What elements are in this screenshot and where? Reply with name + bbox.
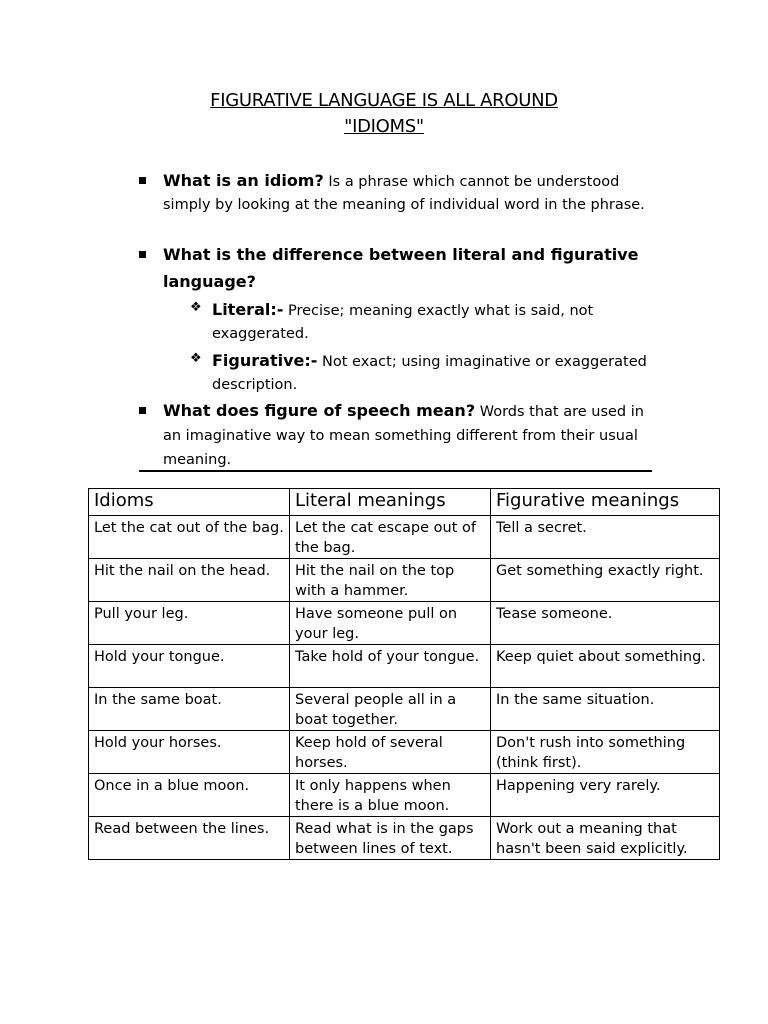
question-idiom: What is an idiom? — [163, 171, 324, 190]
cell-literal: Read what is in the gaps between lines of text. — [290, 817, 491, 860]
cell-figurative: Keep quiet about something. — [491, 645, 720, 688]
diamond-bullet-icon: ❖ — [190, 351, 202, 366]
cell-literal: Have someone pull on your leg. — [290, 602, 491, 645]
bullet-square-icon — [139, 177, 146, 184]
cell-figurative: Tell a secret. — [491, 516, 720, 559]
table-row — [89, 645, 720, 688]
question-difference-line1: What is the difference between literal and figurative — [163, 245, 639, 264]
figurative-term: Figurative:- — [212, 351, 318, 370]
literal-line1 — [212, 297, 593, 324]
cell-idiom: Hit the nail on the head. — [89, 559, 290, 602]
answer-speech-line2: an imaginative way to mean something different from their usual — [163, 428, 638, 444]
cell-literal: Several people all in a boat together. — [290, 688, 491, 731]
literal-line2: exaggerated. — [212, 326, 309, 342]
horizontal-divider — [139, 470, 652, 472]
table-row — [89, 817, 720, 860]
diamond-bullet-icon: ❖ — [190, 300, 202, 315]
question-speech: What does figure of speech mean? — [163, 401, 476, 420]
cell-literal: Hit the nail on the top with a hammer. — [290, 559, 491, 602]
cell-literal: It only happens when there is a blue moon. — [290, 774, 491, 817]
cell-idiom: In the same boat. — [89, 688, 290, 731]
table-row — [89, 516, 720, 559]
figurative-line2: description. — [212, 377, 298, 393]
cell-idiom: Hold your horses. — [89, 731, 290, 774]
literal-term: Literal:- — [212, 300, 284, 319]
table-row — [89, 559, 720, 602]
idioms-table — [88, 488, 720, 860]
table-header-row — [89, 489, 720, 516]
literal-definition: Precise; meaning exactly what is said, not — [288, 303, 594, 319]
header-idioms: Idioms — [89, 489, 290, 516]
page-title: FIGURATIVE LANGUAGE IS ALL AROUND — [210, 90, 558, 111]
cell-idiom: Once in a blue moon. — [89, 774, 290, 817]
question-difference-line2: language? — [163, 272, 256, 291]
cell-figurative: Work out a meaning that hasn't been said explicitly. — [491, 817, 720, 860]
bullet-idiom — [163, 168, 619, 195]
cell-figurative: Get something exactly right. — [491, 559, 720, 602]
table-row — [89, 688, 720, 731]
cell-literal: Let the cat escape out of the bag. — [290, 516, 491, 559]
figurative-definition: Not exact; using imaginative or exaggerated — [322, 354, 647, 370]
bullet-square-icon — [139, 407, 146, 414]
header-literal: Literal meanings — [290, 489, 491, 516]
cell-idiom: Hold your tongue. — [89, 645, 290, 688]
answer-idiom-line2: simply by looking at the meaning of individual word in the phrase. — [163, 197, 645, 213]
answer-speech-line3: meaning. — [163, 452, 232, 468]
table-row — [89, 731, 720, 774]
cell-figurative: Happening very rarely. — [491, 774, 720, 817]
answer-idiom-line1: Is a phrase which cannot be understood — [328, 174, 620, 190]
bullet-speech — [163, 398, 644, 425]
answer-speech-line1: Words that are used in — [479, 404, 644, 420]
figurative-line1 — [212, 348, 647, 375]
bullet-square-icon — [139, 251, 146, 258]
cell-figurative: Tease someone. — [491, 602, 720, 645]
cell-idiom: Let the cat out of the bag. — [89, 516, 290, 559]
table-row — [89, 774, 720, 817]
cell-literal: Keep hold of several horses. — [290, 731, 491, 774]
cell-idiom: Read between the lines. — [89, 817, 290, 860]
header-figurative: Figurative meanings — [491, 489, 720, 516]
cell-literal: Take hold of your tongue. — [290, 645, 491, 688]
page-subtitle: "IDIOMS" — [344, 116, 424, 137]
cell-figurative: In the same situation. — [491, 688, 720, 731]
cell-figurative: Don't rush into something (think first). — [491, 731, 720, 774]
cell-idiom: Pull your leg. — [89, 602, 290, 645]
table-row — [89, 602, 720, 645]
